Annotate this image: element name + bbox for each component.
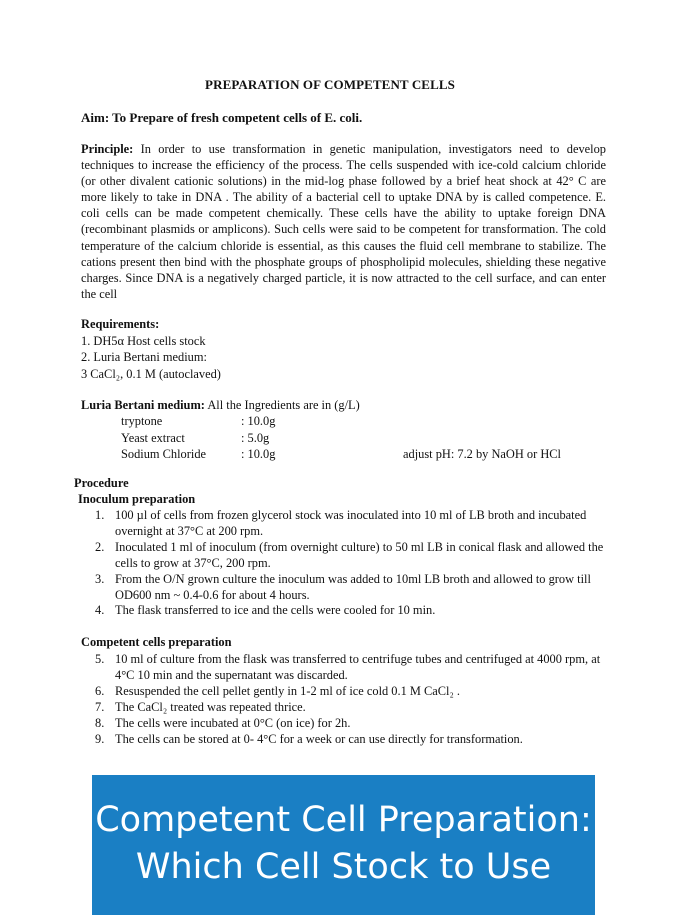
principle-label: Principle: [81,142,134,156]
requirement-item: 1. DH5α Host cells stock [81,333,206,348]
document-title: PREPARATION OF COMPETENT CELLS [205,77,455,92]
procedure-heading: Procedure [74,476,129,490]
step-number: 5. [95,652,105,666]
ingredient-row [81,446,611,462]
step-number: 6. [95,683,105,698]
list-item [95,700,610,716]
lb-medium-heading: Luria Bertani medium: [81,398,205,412]
lb-medium-header [81,397,611,413]
step-text: Inoculated 1 ml of inoculum (from overnight culture) to 50 ml LB in conical flask and allowed the cells to grow at 37°C, 200 rpm. [115,539,604,570]
ingredient-name: Sodium Chloride [121,446,207,461]
competent-steps [95,652,610,747]
ingredient-name: Yeast extract [121,430,185,445]
step-text: 100 µl of cells from frozen glycerol stock was inoculated into 10 ml of LB broth and incubated overnight at 37°C at 200 rpm. [115,508,587,538]
step-number: 9. [95,731,105,746]
step-text: 10 ml of culture from the flask was transferred to centrifuge tubes and centrifuged at 4000 rpm, at 4°C 10 min and the supernatant was discarded. [115,652,601,682]
requirements-section [81,316,221,382]
step-text: The flask transferred to ice and the cells were cooled for 10 min. [115,603,436,618]
principle-paragraph [81,141,606,302]
list-item [95,572,615,604]
ingredient-row [81,430,611,446]
title-banner [92,775,595,915]
step-number: 1. [95,508,105,522]
list-item [95,732,610,748]
banner-title: Competent Cell Preparation: Which Cell Stock to Use [95,800,592,887]
step-text: The CaCl₂ treated was repeated thrice. [115,699,306,714]
step-number: 3. [95,571,105,586]
step-number: 7. [95,699,105,714]
step-text: The cells can be stored at 0- 4°C for a week or can use directly for transformation. [115,731,523,746]
list-item [95,716,610,732]
lb-medium-note: All the Ingredients are in (g/L) [204,398,360,412]
ingredient-name: tryptone [121,414,163,429]
competent-heading: Competent cells preparation [81,635,232,649]
step-number: 2. [95,539,105,554]
lb-medium-section [81,397,611,462]
list-item [95,603,615,619]
inoculum-heading: Inoculum preparation [78,492,196,506]
list-item [95,684,610,700]
list-item [95,540,615,572]
requirement-item: 2. Luria Bertani medium: [81,350,207,364]
list-item [95,652,610,684]
ph-note: adjust pH: 7.2 by NaOH or HCl [403,446,561,461]
step-number: 8. [95,715,105,730]
aim-line: Aim: To Prepare of fresh competent cells of E. coli. [81,110,363,125]
requirements-heading: Requirements: [81,317,160,331]
principle-text: In order to use transformation in genetic manipulation, investigators need to develop techniques to increase the efficiency of the process. The cells suspended with ice-cold calcium chloride (or other divalent cationic solutions) in the mid-log phase followed by a brief heat shock at 42° C are more likely to take in DNA . The ability of a bacterial cell to uptake DNA by is called competence. E. coli cells can be made competent chemically. These cells have the ability to uptake foreign DNA (recombinant plasmids or amplicons). Such cells were said to be competent for transformation. The cold temperature of the calcium chloride is essential, as this causes the fluid cell membrane to stabilize. The cations present then bind with the phosphate groups of phospholipid molecules, shielding these negative charges. Since DNA is a negatively charged particle, it is now attracted to the cell surface, and can enter the cell [81,142,606,301]
step-text: From the O/N grown culture the inoculum was added to 10ml LB broth and allowed to grow till OD600 nm ~ 0.4-0.6 for about 4 hours. [115,571,591,602]
ingredient-row [81,413,611,429]
step-text: The cells were incubated at 0°C (on ice) for 2h. [115,715,351,730]
list-item [95,508,615,540]
step-text: Resuspended the cell pellet gently in 1-2 ml of ice cold 0.1 M CaCl₂ . [115,683,460,698]
ingredient-value: : 10.0g [241,446,276,461]
requirement-item: 3 CaCl₂, 0.1 M (autoclaved) [81,366,221,381]
step-number: 4. [95,603,105,618]
ingredient-value: : 5.0g [241,430,270,445]
ingredient-value: : 10.0g [241,414,276,429]
inoculum-steps [95,508,615,619]
